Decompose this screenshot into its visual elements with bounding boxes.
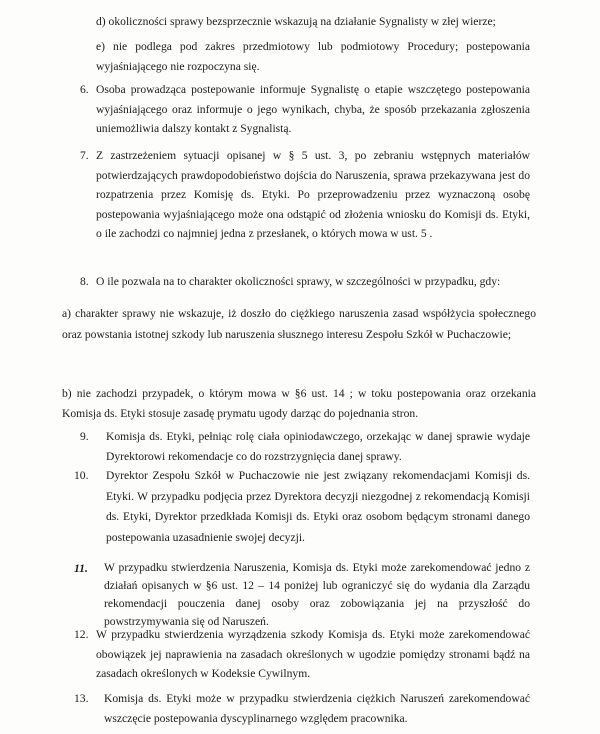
paragraph-number: 7.: [80, 149, 89, 162]
paragraph-number: 12.: [74, 628, 89, 641]
list-item-e: e) nie podlega pod zakres przedmiotowy lub podmiotowy Procedury; postepowania wyjaśniającego nie rozpoczyna się.: [96, 40, 530, 73]
paragraph-number: 10.: [74, 469, 89, 482]
paragraph-number: 8.: [80, 275, 89, 288]
paragraph-8: O ile pozwala na to charakter okoliczności sprawy, w szczególności w przypadku, gdy:: [96, 275, 501, 288]
paragraph-13: Komisja ds. Etyki może w przypadku stwierdzenia ciężkich Naruszeń zarekomendować wszczęcie postepowania dyscyplinarnego względem pracownika.: [104, 692, 530, 725]
list-item-d: d) okoliczności sprawy bezsprzecznie wskazują na działanie Sygnalisty w złej wierze;: [96, 15, 496, 28]
paragraph-number: 6.: [80, 83, 89, 96]
paragraph-number: 13.: [74, 692, 89, 705]
paragraph-number: 9.: [80, 430, 89, 443]
paragraph-12: W przypadku stwierdzenia wyrządzenia szkody Komisja ds. Etyki może zarekomendować obowiązek jej naprawienia na zasadach określonych w ugodzie pomiędzy stronami bądź na zasadach określonych w Kodeksie Cywilnym.: [96, 628, 530, 680]
paragraph-number: 11.: [74, 562, 88, 575]
list-item-b: b) nie zachodzi przypadek, o którym mowa w §6 ust. 14 ; w toku postepowania oraz orzekania Komisja ds. Etyki stosuje zasadę prymatu ugody darząc do pojednania stron.: [62, 387, 536, 420]
paragraph-9: Komisja ds. Etyki, pełniąc rolę ciała opiniodawczego, orzekając w danej sprawie wydaje Dyrektorowi rekomendacje co do rozstrzygnięcia danej sprawy.: [106, 430, 530, 463]
paragraph-7: Z zastrzeżeniem sytuacji opisanej w § 5 ust. 3, po zebraniu wstępnych materiałów potwierdzających prawdopodobieństwo dojścia do Naruszenia, sprawa przekazywana jest do rozpatrzenia przez Komisję ds. Etyki. Po przeprowadzeniu przez wyznaczoną osobę postepowania wyjaśniającego może ona odstąpić od złożenia wniosku do Komisji ds. Etyki, o ile zachodzi co najmniej jedna z przesłanek, o których mowa w ust. 5 .: [96, 149, 530, 240]
paragraph-10: Dyrektor Zespołu Szkół w Puchaczowie nie jest związany rekomendacjami Komisji ds. Etyki. W przypadku podjęcia przez Dyrektora decyzji niezgodnej z rekomendacją Komisji ds. Etyki, Dyrektor przedkłada Komisji ds. Etyki oraz osobom będącym stronami danego postepowania uzasadnienie swojej decyzji.: [106, 469, 530, 544]
paragraph-6: Osoba prowadząca postepowanie informuje Sygnalistę o etapie wszczętego postepowania wyjaśniającego oraz informuje o jego wynikach, chyba, że sposób przekazania zgłoszenia uniemożliwia dalszy kontakt z Sygnalistą.: [96, 83, 530, 135]
list-item-a: a) charakter sprawy nie wskazuje, iż doszło do ciężkiego naruszenia zasad współżycia społecznego oraz powstania istotnej szkody lub naruszenia słusznego interesu Zespołu Szkół w Puchaczowie;: [62, 307, 536, 341]
paragraph-11: W przypadku stwierdzenia Naruszenia, Komisja ds. Etyki może zarekomendować jedno z działań opisanych w §6 ust. 12 – 14 poniżej lub ograniczyć się do wydania dla Zarządu rekomendacji pouczenia danej osoby oraz zobowiązania jej na przyszłość do powstrzymywania się od Naruszeń.: [104, 561, 530, 628]
